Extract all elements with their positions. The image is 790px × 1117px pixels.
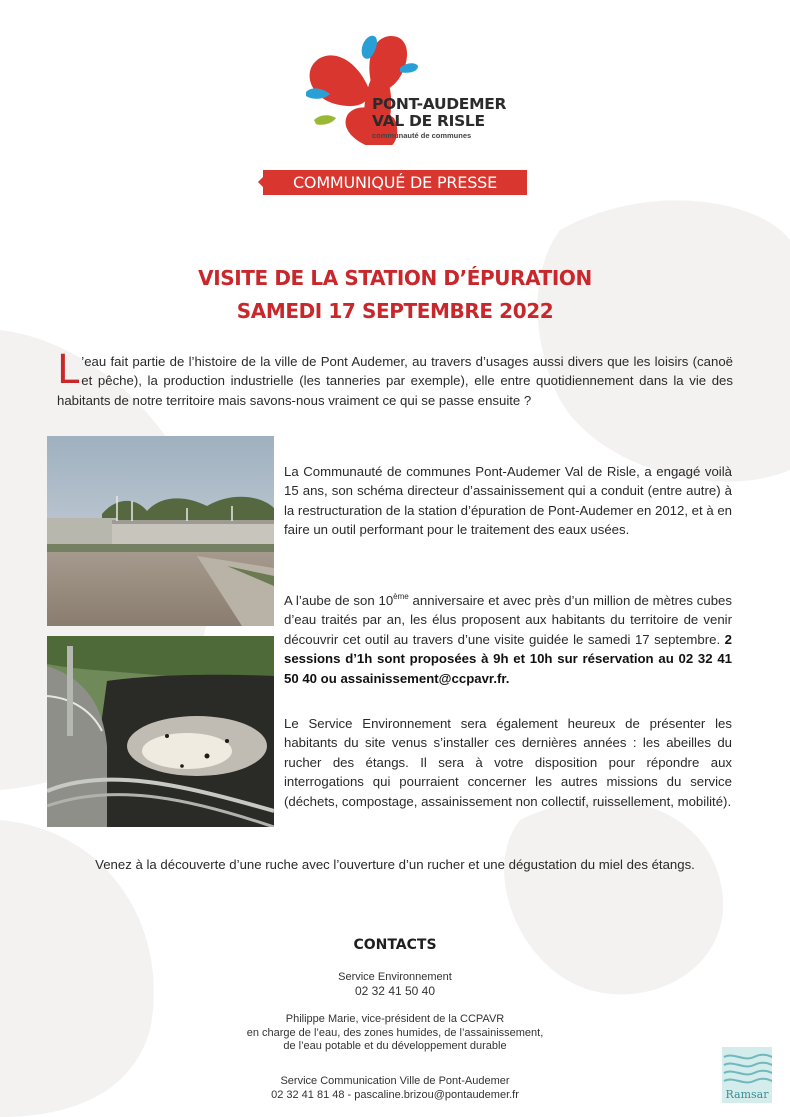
ramsar-logo-icon (722, 1047, 772, 1103)
contact-line: en charge de l’eau, des zones humides, de l’assainissement, (246, 1026, 544, 1039)
contact-line: Philippe Marie, vice-président de la CCPAVR (285, 1013, 505, 1025)
clarifier-basin-photo (47, 636, 274, 827)
intro-text: ’eau fait partie de l’histoire de la ville de Pont Audemer, au travers d’usages aussi divers que les loisirs (canoë et pêche), la production industrielle (les tanneries par exemple), elle entre quotidiennement dans la vie des habitants de notre territoire mais savons-nous vraiment ce qui se passe ensuite ? (57, 354, 733, 408)
intro-paragraph (57, 347, 733, 410)
logo-line-3: communauté de communes (372, 131, 472, 140)
body-paragraph-3: Le Service Environnement sera également heureux de présenter les habitants du site venus s’installer ces dernières années : les abeilles du rucher des étangs. Il sera à votre disposition pour répondre aux interrogations qui pourraient concerner les autres missions du service (déchets, compostage, assainissement non collectif, ruissellement, mobilité). (284, 716, 732, 809)
reservation-info: 2 sessions d’1h sont proposées à 9h et 10h sur réservation au 02 32 41 50 40 ou assainissement@ccpavr.fr. (284, 631, 732, 686)
ramsar-label: Ramsar (725, 1088, 769, 1101)
logo-wordmark (372, 96, 506, 140)
treatment-plant-photo (47, 436, 274, 626)
drop-cap: L (57, 347, 80, 393)
contact-phone: 02 32 41 50 40 (354, 983, 436, 998)
body-paragraph-2-a: A l’aube de son 10 (284, 593, 394, 608)
contact-environnement (0, 971, 790, 998)
body-paragraph-2-b: anniversaire et avec près d’un million de mètres cubes d’eau traités par an, les élus proposent aux habitants du territoire de venir découvrir cet outil au travers d’une visite guidée le samedi 17 septembre. (284, 593, 732, 647)
contact-communication (0, 1075, 790, 1102)
headline-line-1: VISITE DE LA STATION D’ÉPURATION (198, 266, 592, 290)
contact-line: Service Communication Ville de Pont-Audemer (280, 1075, 510, 1087)
headline-line-2: SAMEDI 17 SEPTEMBRE 2022 (236, 299, 554, 323)
contacts-heading: CONTACTS (353, 937, 437, 953)
press-release-banner: COMMUNIQUÉ DE PRESSE (263, 170, 527, 195)
body-paragraph-2 (284, 591, 732, 688)
contact-line: 02 32 41 81 48 - pascaline.brizou@pontaudemer.fr (271, 1088, 519, 1101)
contact-line: Service Environnement (338, 971, 452, 983)
body-paragraph-1: La Communauté de communes Pont-Audemer Val de Risle, a engagé voilà 15 ans, son schéma directeur d’assainissement qui a conduit (entre autre) à la restructuration de la station d’épuration de Pont-Audemer en 2012, et à en faire un outil performant pour le traitement des eaux usées. (284, 464, 732, 538)
superscript-eme: ème (393, 592, 409, 601)
contact-vice-president (0, 1013, 790, 1054)
closing-line: Venez à la découverte d’une ruche avec l’ouverture d’un rucher et une dégustation du miel des étangs. (95, 857, 695, 872)
logo-line-2: VAL DE RISLE (372, 112, 485, 130)
contact-line: de l’eau potable et du développement durable (283, 1040, 507, 1052)
logo-line-1: PONT-AUDEMER (372, 95, 507, 113)
